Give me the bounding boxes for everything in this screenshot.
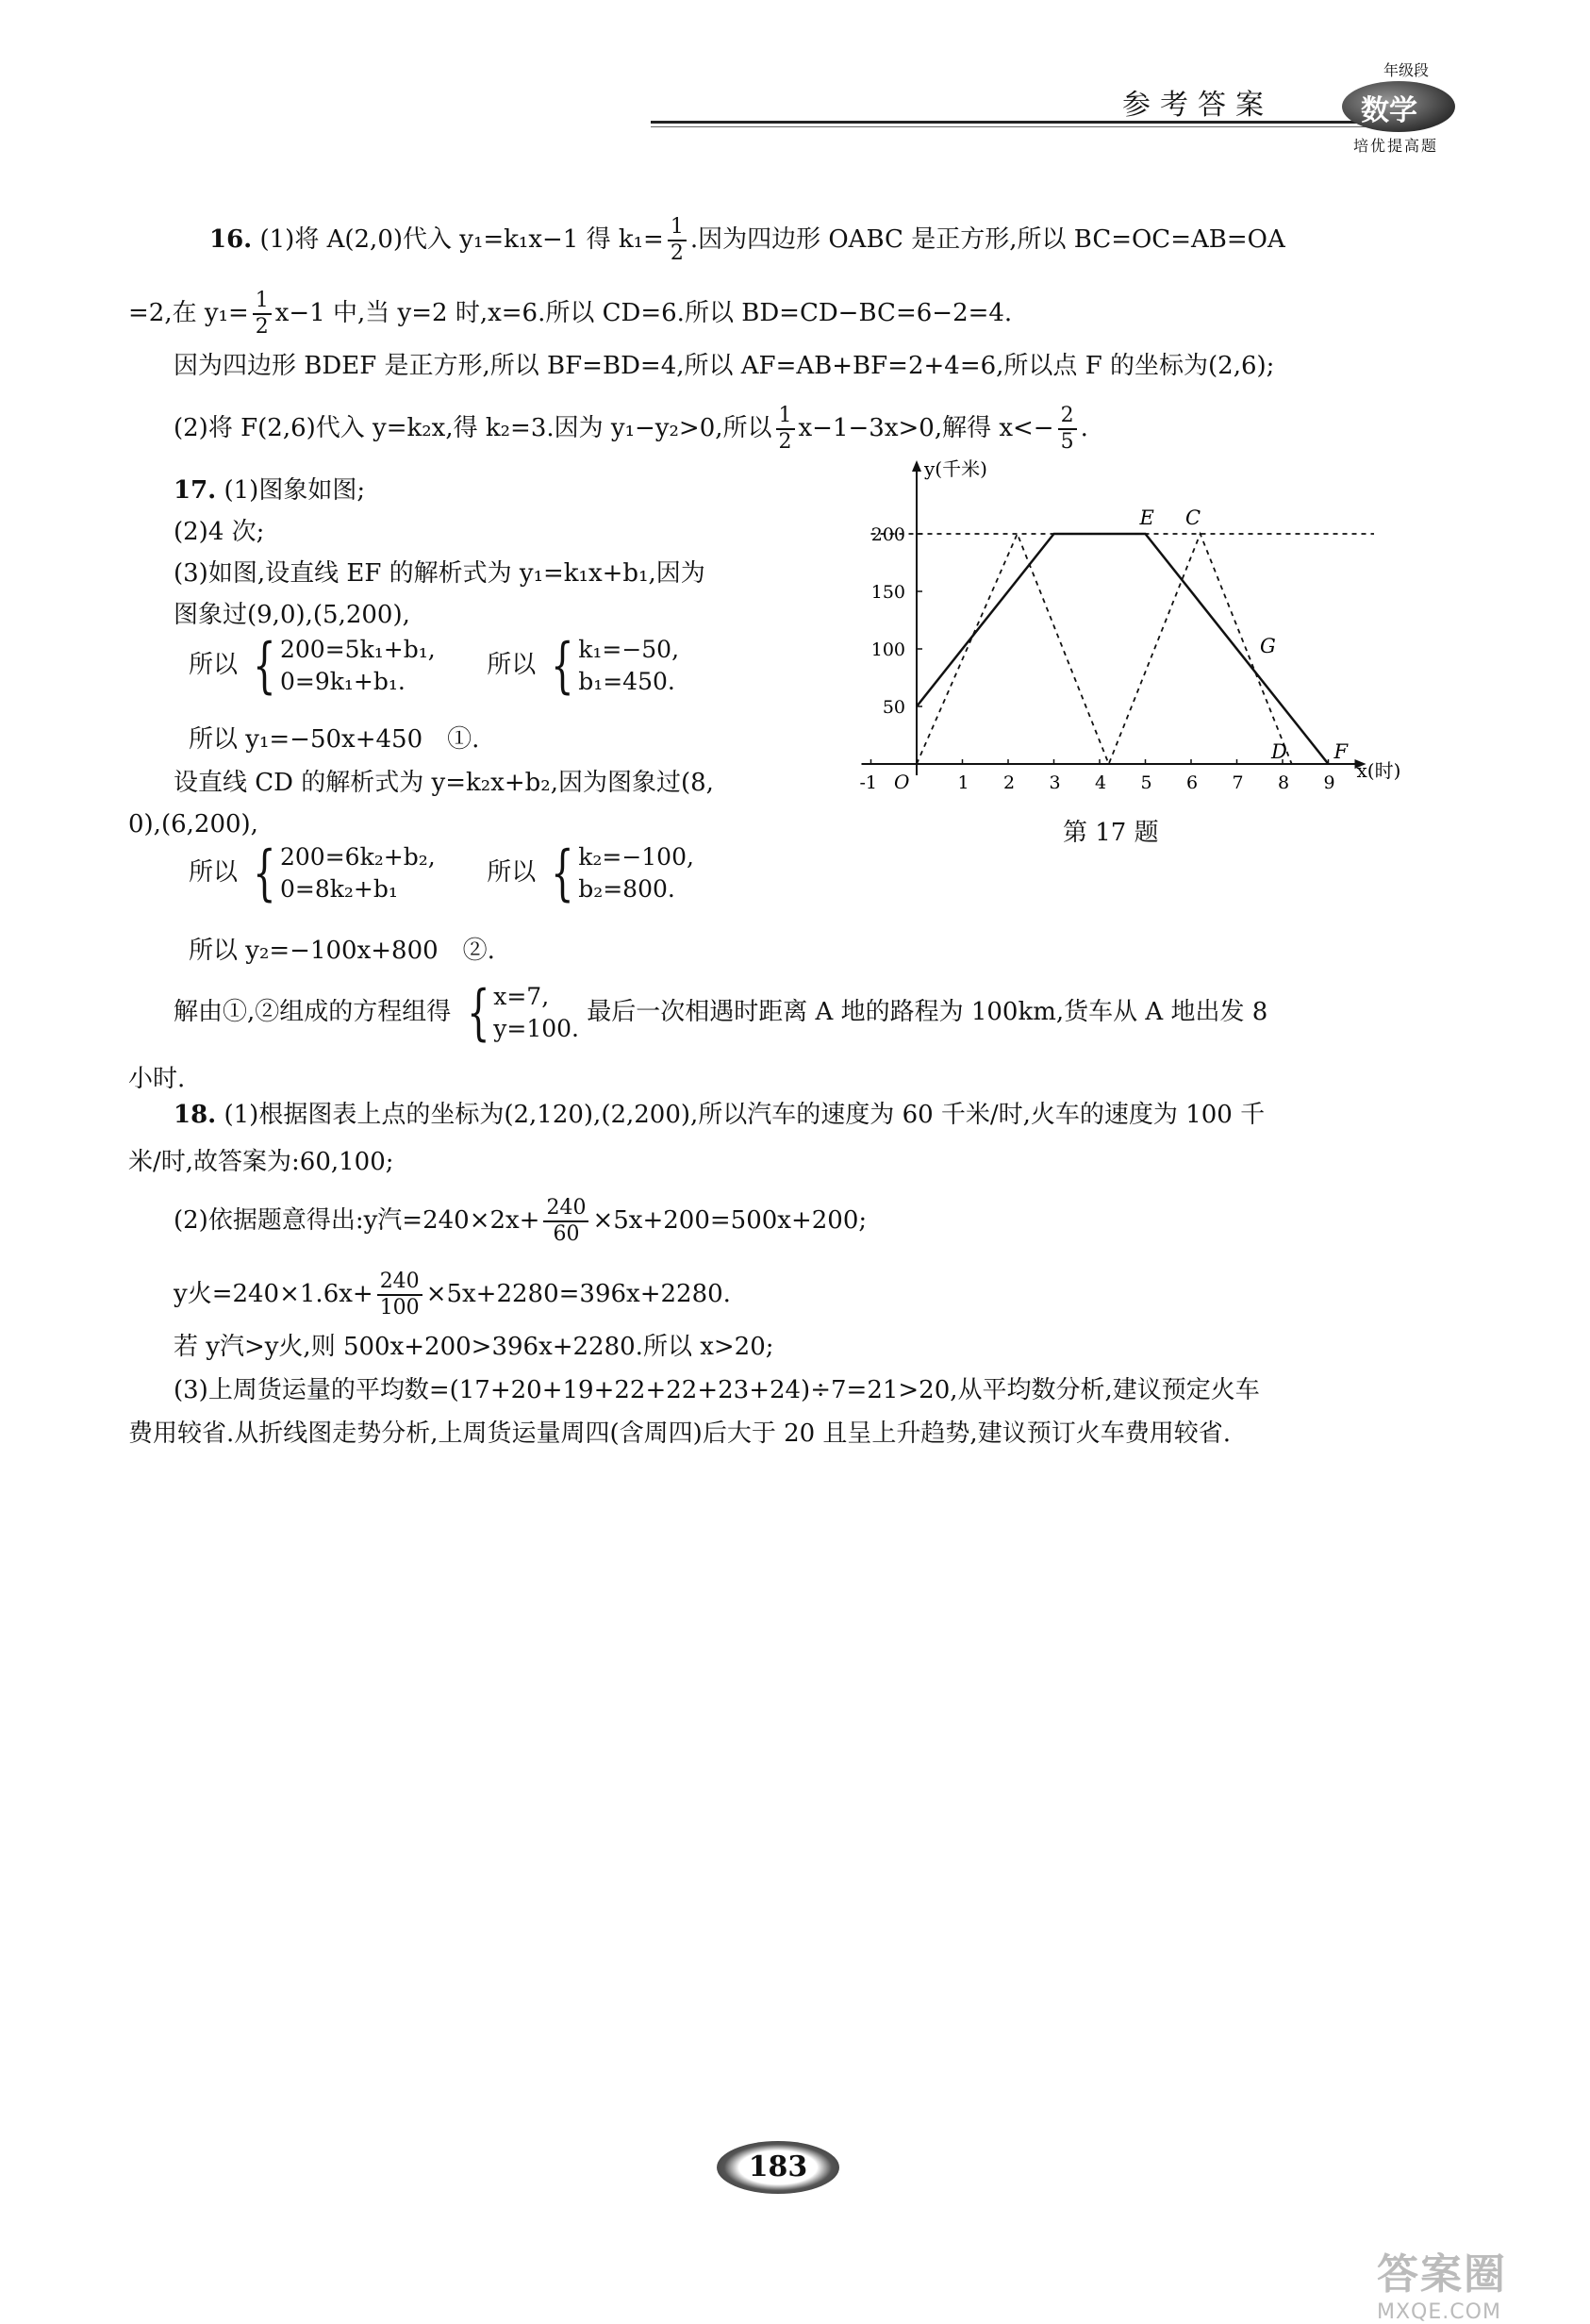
system-row: 0=9k₁+b₁. xyxy=(280,668,406,695)
q18-text: ×5x+200=500x+200; xyxy=(592,1206,868,1235)
q18-text: (1)根据图表上点的坐标为(2,120),(2,200),所以汽车的速度为 60 千米/时,火车的速度为 100 千 xyxy=(224,1101,1266,1129)
brace: { xyxy=(466,978,490,1048)
q16-text: x−1 中,当 y=2 时,x=6.所以 CD=6.所以 BD=CD−BC=6−2=4. xyxy=(274,299,1013,327)
q17-text: (1)图象如图; xyxy=(224,476,366,505)
badge-series: 培优提高题 xyxy=(1353,137,1439,155)
q16-text: (1)将 A(2,0)代入 y₁=k₁x−1 得 k₁= xyxy=(259,225,664,254)
fraction-denominator: 5 xyxy=(1060,430,1074,454)
q16-text: .因为四边形 OABC 是正方形,所以 BC=OC=AB=OA xyxy=(689,225,1285,254)
q17-line-9 xyxy=(189,838,694,908)
system-prefix: 所以 xyxy=(189,651,239,679)
y-axis-label: y(千米) xyxy=(924,457,987,480)
system-row: 0=8k₂+b₁ xyxy=(280,875,398,903)
equation-system xyxy=(245,838,436,908)
page-number-badge xyxy=(717,2141,839,2194)
q17-line-6: 所以 y₁=−50x+450 ①. xyxy=(189,725,480,754)
q17-line-1 xyxy=(174,473,365,507)
fraction xyxy=(1058,404,1077,455)
point-label: D xyxy=(1271,740,1287,763)
x-tick-label: -1 xyxy=(859,772,878,793)
q18-line-3 xyxy=(174,1196,867,1247)
equation-system xyxy=(459,978,579,1048)
system-row: x=7, xyxy=(493,983,550,1010)
system-prefix: 所以 xyxy=(487,651,537,679)
fraction xyxy=(543,1196,588,1247)
q18-text: ×5x+2280=396x+2280. xyxy=(425,1280,731,1308)
brace: { xyxy=(551,631,575,701)
q18-line-7: 费用较省.从折线图走势分析,上周货运量周四(含周四)后大于 20 且呈上升趋势,建议预订火车费用较省. xyxy=(128,1419,1231,1448)
q17-text: 最后一次相遇时距离 A 地的路程为 100km,货车从 A 地出发 8 xyxy=(587,998,1268,1026)
badge-subject: 数学 xyxy=(1361,94,1417,127)
y-axis-arrow xyxy=(912,460,921,472)
x-tick-label: 2 xyxy=(1003,772,1016,793)
brace: { xyxy=(253,631,276,701)
q18-line-2: 米/时,故答案为:60,100; xyxy=(128,1148,394,1176)
fraction-numerator: 1 xyxy=(776,404,795,430)
x-tick-label: 8 xyxy=(1278,772,1290,793)
q16-line-1 xyxy=(209,215,1285,266)
point-label: F xyxy=(1333,740,1349,763)
q16-line-3: 因为四边形 BDEF 是正方形,所以 BF=BD=4,所以 AF=AB+BF=2+4=6,所以点 F 的坐标为(2,6); xyxy=(174,352,1275,380)
chart-caption: 第 17 题 xyxy=(1063,819,1159,847)
brace: { xyxy=(253,838,276,908)
q17-line-8: 0),(6,200), xyxy=(128,810,258,838)
y-tick-label: 100 xyxy=(870,639,905,660)
q16-text: . xyxy=(1080,414,1088,442)
fraction xyxy=(377,1270,422,1320)
brace: { xyxy=(551,838,575,908)
y-tick-label: 50 xyxy=(882,697,905,718)
system-rows xyxy=(280,841,436,905)
q18-text: (2)依据题意得出:y汽=240×2x+ xyxy=(174,1206,540,1235)
system-row: k₂=−100, xyxy=(578,843,694,871)
y-tick-label: 150 xyxy=(870,582,905,603)
x-tick-label: 4 xyxy=(1095,772,1107,793)
x-tick-label: 5 xyxy=(1140,772,1152,793)
page-number: 183 xyxy=(748,2150,808,2183)
q16-line-2 xyxy=(128,289,1012,340)
x-tick-label: 1 xyxy=(957,772,969,793)
system-row: b₂=800. xyxy=(578,875,675,903)
distance-time-chart xyxy=(830,457,1401,819)
q17-text: 解由①,②组成的方程组得 xyxy=(174,998,452,1026)
watermark-site: MXQE.COM xyxy=(1377,2300,1501,2324)
system-rows xyxy=(493,981,579,1045)
watermark-logo-text: 答案圈 xyxy=(1377,2250,1507,2299)
equation-system xyxy=(245,631,436,701)
q17-line-2: (2)4 次; xyxy=(174,518,265,546)
header-rule xyxy=(651,121,1424,124)
fraction-denominator: 60 xyxy=(553,1222,580,1246)
fraction xyxy=(668,215,687,266)
q16-number: 16. xyxy=(209,225,253,254)
equation-system xyxy=(543,838,694,908)
fraction xyxy=(253,289,272,340)
system-row: 200=5k₁+b₁, xyxy=(280,636,436,663)
q17-line-5 xyxy=(189,631,680,701)
q16-text: =2,在 y₁= xyxy=(128,299,249,327)
x-tick-label: 7 xyxy=(1232,772,1244,793)
system-prefix: 所以 xyxy=(487,858,537,887)
fraction-denominator: 100 xyxy=(379,1296,420,1320)
fraction-numerator: 1 xyxy=(668,215,687,241)
x-axis-label: x(时) xyxy=(1356,759,1401,782)
q16-line-4 xyxy=(174,404,1088,455)
fraction-denominator: 2 xyxy=(778,430,792,454)
header-rule-thin xyxy=(651,126,1424,127)
badge-grade: 年级段 xyxy=(1383,61,1430,79)
fraction-denominator: 2 xyxy=(670,241,684,265)
q18-line-5: 若 y汽>y火,则 500x+200>396x+2280.所以 x>20; xyxy=(174,1333,774,1361)
q17-line-11 xyxy=(174,978,1268,1048)
equation-system xyxy=(543,631,680,701)
header-title: 参考答案 xyxy=(1122,89,1273,122)
q17-number: 17. xyxy=(174,476,217,505)
x-tick-label: 6 xyxy=(1186,772,1199,793)
x-tick-label: 9 xyxy=(1323,772,1335,793)
system-row: k₁=−50, xyxy=(578,636,680,663)
subject-badge xyxy=(1334,58,1476,153)
fraction-numerator: 240 xyxy=(377,1270,422,1296)
system-row: y=100. xyxy=(493,1015,579,1042)
x-tick-label: 3 xyxy=(1049,772,1061,793)
fraction-numerator: 2 xyxy=(1058,404,1077,430)
y-tick-label: 200 xyxy=(870,524,905,545)
q18-number: 18. xyxy=(174,1101,217,1129)
q17-line-4: 图象过(9,0),(5,200), xyxy=(174,601,410,629)
point-label: E xyxy=(1139,506,1154,529)
q18-line-1 xyxy=(174,1098,1265,1132)
q16-text: x−1−3x>0,解得 x<− xyxy=(798,414,1054,442)
q17-line-3: (3)如图,设直线 EF 的解析式为 y₁=k₁x+b₁,因为 xyxy=(174,559,705,588)
system-rows xyxy=(578,841,694,905)
fraction-numerator: 1 xyxy=(253,289,272,315)
q17-line-7: 设直线 CD 的解析式为 y=k₂x+b₂,因为图象过(8, xyxy=(174,769,714,797)
fraction xyxy=(776,404,795,455)
origin-label: O xyxy=(894,771,910,793)
q18-text: y火=240×1.6x+ xyxy=(174,1280,373,1308)
q18-line-6: (3)上周货运量的平均数=(17+20+19+22+22+23+24)÷7=21>20,从平均数分析,建议预定火车 xyxy=(174,1376,1260,1404)
q16-text: (2)将 F(2,6)代入 y=k₂x,得 k₂=3.因为 y₁−y₂>0,所以 xyxy=(174,414,772,442)
point-label: G xyxy=(1260,635,1276,657)
watermark xyxy=(1377,2240,1584,2324)
system-rows xyxy=(280,634,436,698)
system-row: b₁=450. xyxy=(578,668,675,695)
fraction-numerator: 240 xyxy=(543,1196,588,1222)
q17-line-12: 小时. xyxy=(128,1065,186,1093)
system-row: 200=6k₂+b₂, xyxy=(280,843,436,871)
system-rows xyxy=(578,634,679,698)
point-label: C xyxy=(1185,506,1201,529)
fraction-denominator: 2 xyxy=(255,315,269,339)
q18-line-4 xyxy=(174,1270,731,1320)
q17-line-10: 所以 y₂=−100x+800 ②. xyxy=(189,937,495,965)
system-prefix: 所以 xyxy=(189,858,239,887)
